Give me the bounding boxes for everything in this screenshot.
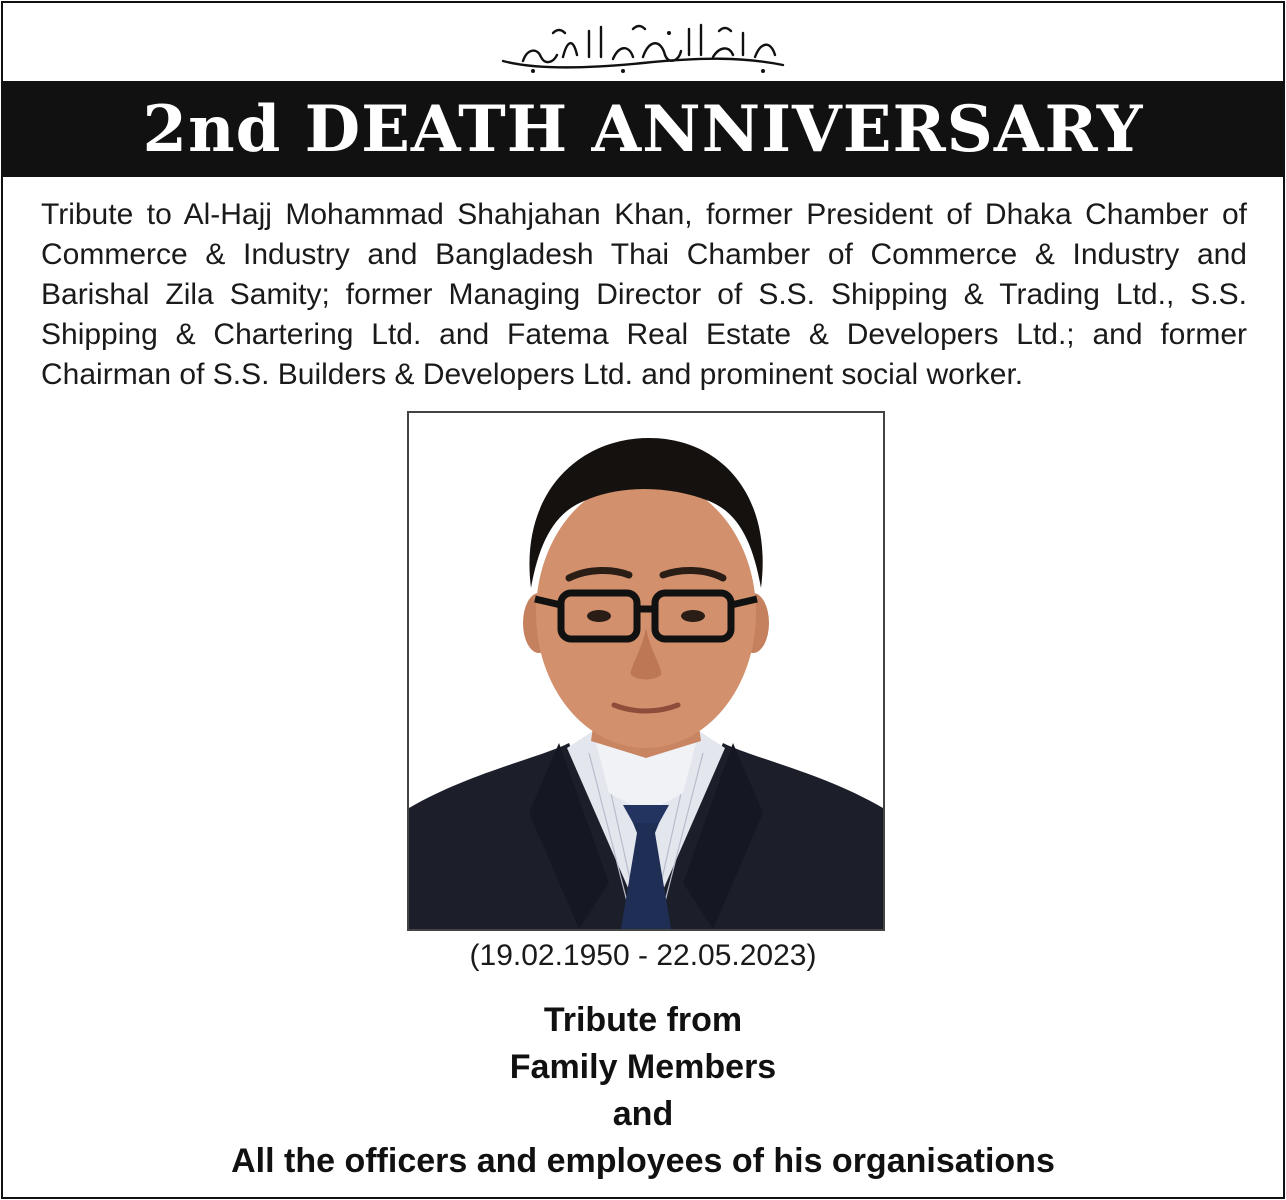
tribute-paragraph: Tribute to Al-Hajj Mohammad Shahjahan Khan, former President of Dhaka Chamber of Commerce & Industry and Bangladesh Thai Chamber of Commerce & Industry and Barishal Zila Samity; former Managing Director of S.S. Shipping & Trading Ltd., S.S. Shipping & Chartering Ltd. and Fatema Real Estate & Developers Ltd.; and former Chairman of S.S. Builders & Developers Ltd. and prominent social worker. (41, 198, 1247, 391)
bismillah-calligraphy-icon (3, 9, 1283, 77)
tribute-from-line: Tribute from (543, 1001, 743, 1039)
officers-employees-line: All the officers and employees of his organisations (231, 1142, 1055, 1180)
family-members-line: Family Members (509, 1048, 777, 1086)
and-line: and (612, 1095, 674, 1133)
portrait-photo (407, 411, 885, 931)
anniversary-banner: 2nd DEATH ANNIVERSARY (3, 81, 1283, 177)
life-dates: (19.02.1950 - 22.05.2023) (469, 939, 817, 972)
tribute-from-block (3, 997, 1283, 1185)
obituary-notice (1, 1, 1285, 1199)
